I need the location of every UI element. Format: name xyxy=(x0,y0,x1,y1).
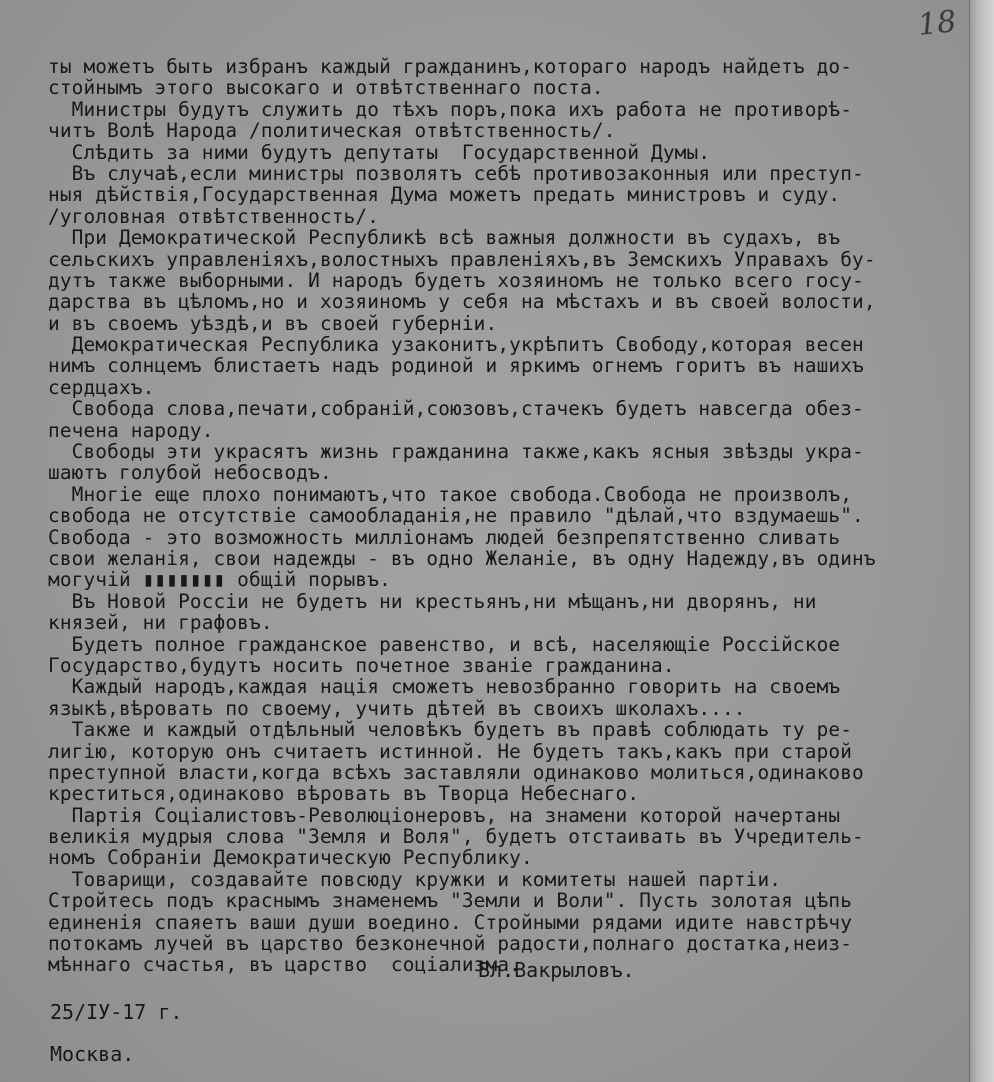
text-line: сердцахъ. xyxy=(48,375,155,399)
text-line: преступной власти,когда всѣхъ заставляли одинаково молиться,одинаково xyxy=(48,760,864,784)
text-line: мѣннаго счастья, въ царство соцiализма. xyxy=(48,953,521,977)
date: 25/IУ-17 г. xyxy=(50,1000,183,1024)
text-line: Партiя Соцiалистовъ-Революцiонеровъ, на знамени которой начертаны xyxy=(48,803,841,827)
text-line: стойнымъ этого высокаго и отвѣтственнаго поста. xyxy=(48,76,604,100)
text-line: креститься,одинаково вѣровать въ Творца Небеснаго. xyxy=(48,782,640,806)
text-line: Министры будутъ служить до тѣхъ поръ,пока ихъ работа не противорѣ- xyxy=(48,97,853,121)
body-text xyxy=(48,56,968,976)
text-line: Демократическая Республика узаконитъ,укрѣпитъ Свободу,которая весен xyxy=(48,333,864,357)
text-line: сельскихъ управленiяхъ,волостныхъ правленiяхъ,въ Земскихъ Управахъ бу- xyxy=(48,247,876,271)
text-line: ныя дѣйствiя,Государственная Дума можетъ предать министровъ и суду. xyxy=(48,183,841,207)
text-line: ты можетъ быть избранъ каждый гражданинъ,котораго народъ найдетъ до- xyxy=(48,55,853,78)
text-line: Также и каждый отдѣльный человѣкъ будетъ въ правѣ соблюдать ту ре- xyxy=(48,718,853,742)
text-line: Стройтесь подъ краснымъ знаменемъ "Земли и Воли". Пусть золотая цѣпь xyxy=(48,889,853,913)
text-line: Государство,будутъ носить почетное званiе гражданина. xyxy=(48,653,675,677)
text-line: лигiю, которую онъ считаетъ истинной. Не будетъ такъ,какъ при старой xyxy=(48,739,853,763)
text-line: дарства въ цѣломъ,но и хозяиномъ у себя на мѣстахъ и въ своей волости, xyxy=(48,290,876,314)
text-line: нимъ солнцемъ блистаетъ надъ родиной и яркимъ огнемъ горитъ въ нашихъ xyxy=(48,354,864,378)
text-line: читъ Волѣ Народа /политическая отвѣтственность/. xyxy=(48,119,616,143)
text-line: языкѣ,вѣровать по своему, учить дѣтей въ своихъ школахъ.... xyxy=(48,696,746,720)
text-line: потокамъ лучей въ царство безконечной радости,полнаго достатка,неиз- xyxy=(48,932,853,956)
text-line: Свобода слова,печати,собранiй,союзовъ,стачекъ будетъ навсегда обез- xyxy=(48,397,864,421)
text-line: Многiе еще плохо понимаютъ,что такое свобода.Свобода не произволъ, xyxy=(48,482,853,506)
text-line: печена народу. xyxy=(48,418,214,442)
text-line: единенiя спаяетъ ваши души воедино. Стройными рядами идите навстрѣчу xyxy=(48,910,853,934)
text-line: Слѣдить за ними будутъ депутаты Государственной Думы. xyxy=(48,140,711,164)
text-line: дутъ также выборными. И народъ будетъ хозяиномъ не только всего госу- xyxy=(48,268,864,292)
text-line: Каждый народъ,каждая нацiя сможетъ невозбранно говорить на своемъ xyxy=(48,675,841,699)
text-line: Товарищи, создавайте повсюду кружки и комитеты нашей партiи. xyxy=(48,867,782,891)
page-number: 18 xyxy=(916,4,958,43)
text-line: князей, ни графовъ. xyxy=(48,611,273,635)
text-line: свобода не отсутствiе самообладанiя,не правило "дѣлай,что вздумаешь". xyxy=(48,504,864,528)
text-line: /уголовная отвѣтственность/. xyxy=(48,204,380,228)
text-line: и въ своемъ уѣздѣ,и въ своей губернiи. xyxy=(48,311,498,335)
text-line: могучiй ▮▮▮▮▮▮▮ общiй порывъ. xyxy=(48,568,391,592)
page-edge xyxy=(969,0,994,1082)
text-line: Свободы эти украсятъ жизнь гражданина также,какъ ясныя звѣзды укра- xyxy=(48,440,864,464)
text-line: номъ Собранiи Демократическую Республику. xyxy=(48,846,533,870)
text-line: Въ случаѣ,если министры позволятъ себѣ противозаконныя или преступ- xyxy=(48,161,864,185)
text-line: великiя мудрыя слова "Земля и Воля", будетъ отстаивать въ Учредитель- xyxy=(48,825,864,849)
text-line: Будетъ полное гражданское равенство, и всѣ, населяющiе Россiйское xyxy=(48,632,841,656)
signature: Вл.Вакрыловъ. xyxy=(478,958,635,982)
text-line: свои желанiя, свои надежды - въ одно Желанiе, въ одну Надежду,въ одинъ xyxy=(48,546,876,570)
text-line: шаютъ голубой небосводъ. xyxy=(48,461,332,485)
text-line: Въ Новой Россiи не будетъ ни крестьянъ,ни мѣщанъ,ни дворянъ, ни xyxy=(48,589,817,613)
text-line: При Демократической Республикѣ всѣ важныя должности въ судахъ, въ xyxy=(48,226,841,250)
text-line: Свобода - это возможность миллiонамъ людей безпрепятственно сливать xyxy=(48,525,841,549)
place: Москва. xyxy=(50,1042,135,1066)
